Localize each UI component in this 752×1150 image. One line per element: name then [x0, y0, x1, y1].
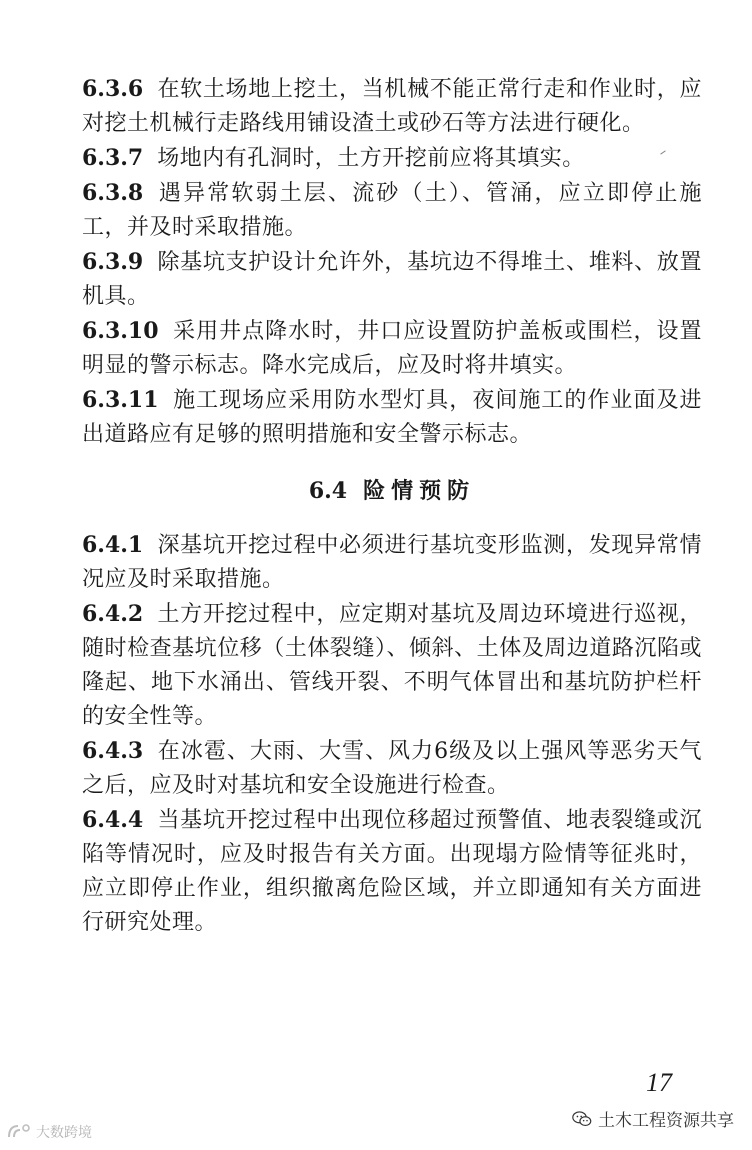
watermark-site — [6, 1122, 92, 1142]
watermark-wechat — [572, 1106, 734, 1131]
clause-text: 在软土场地上挖土，当机械不能正常行走和作业时，应对挖土机械行走路线用铺设渣土或砂石等方法进行硬化。 — [82, 77, 702, 136]
clause-6-3-7 — [82, 141, 702, 176]
watermark-wechat-text: 土木工程资源共享 — [598, 1111, 734, 1131]
section-title-text: 险情预防 — [363, 478, 476, 504]
clause-number: 6.4.2 — [82, 601, 144, 627]
clause-text: 在冰雹、大雨、大雪、风力6级及以上强风等恶劣天气之后，应及时对基坑和安全设施进行检查。 — [82, 739, 702, 798]
clause-text: 当基坑开挖过程中出现位移超过预警值、地表裂缝或沉陷等情况时，应及时报告有关方面。出现塌方险情等征兆时，应立即停止作业，组织撤离危险区域，并立即通知有关方面进行研究处理。 — [82, 808, 702, 935]
clause-number: 6.4.4 — [82, 807, 144, 833]
section-number: 6.4 — [308, 478, 348, 504]
clause-6-3-10 — [82, 314, 702, 383]
clause-number: 6.3.9 — [82, 249, 144, 275]
clause-6-4-2 — [82, 597, 702, 734]
clause-list-6-4 — [82, 528, 702, 940]
page-number: 17 — [646, 1068, 672, 1097]
document-page — [82, 72, 702, 940]
clause-text: 深基坑开挖过程中必须进行基坑变形监测，发现异常情况应及时采取措施。 — [82, 533, 702, 592]
clause-text: 场地内有孔洞时，土方开挖前应将其填实。 — [157, 146, 585, 171]
wechat-icon — [572, 1110, 592, 1128]
clause-list-6-3 — [82, 72, 702, 452]
clause-number: 6.4.3 — [82, 738, 144, 764]
clause-number: 6.3.7 — [82, 145, 144, 171]
clause-number: 6.3.8 — [82, 180, 144, 206]
clause-number: 6.3.11 — [82, 387, 159, 413]
clause-text: 采用井点降水时，井口应设置防护盖板或围栏，设置明显的警示标志。降水完成后，应及时将井填实。 — [82, 319, 702, 378]
clause-text: 土方开挖过程中，应定期对基坑及周边环境进行巡视，随时检查基坑位移（土体裂缝）、倾斜、土体及周边道路沉陷或隆起、地下水涌出、管线开裂、不明气体冒出和基坑防护栏杆的安全性等。 — [82, 602, 702, 729]
clause-text: 施工现场应采用防水型灯具，夜间施工的作业面及进出道路应有足够的照明措施和安全警示标志。 — [82, 388, 702, 447]
clause-number: 6.3.6 — [82, 76, 144, 102]
clause-number: 6.3.10 — [82, 318, 159, 344]
clause-6-4-1 — [82, 528, 702, 597]
clause-6-3-6 — [82, 72, 702, 141]
clause-6-3-9 — [82, 245, 702, 314]
clause-6-3-11 — [82, 383, 702, 452]
clause-text: 遇异常软弱土层、流砂（土）、管涌，应立即停止施工，并及时采取措施。 — [82, 181, 702, 240]
watermark-site-text: 大数跨境 — [36, 1125, 92, 1141]
clause-6-4-4 — [82, 803, 702, 940]
clause-text: 除基坑支护设计允许外，基坑边不得堆土、堆料、放置机具。 — [82, 250, 702, 309]
section-heading — [82, 474, 702, 508]
site-logo-icon — [6, 1122, 32, 1142]
clause-number: 6.4.1 — [82, 532, 144, 558]
clause-6-4-3 — [82, 734, 702, 803]
clause-6-3-8 — [82, 176, 702, 245]
